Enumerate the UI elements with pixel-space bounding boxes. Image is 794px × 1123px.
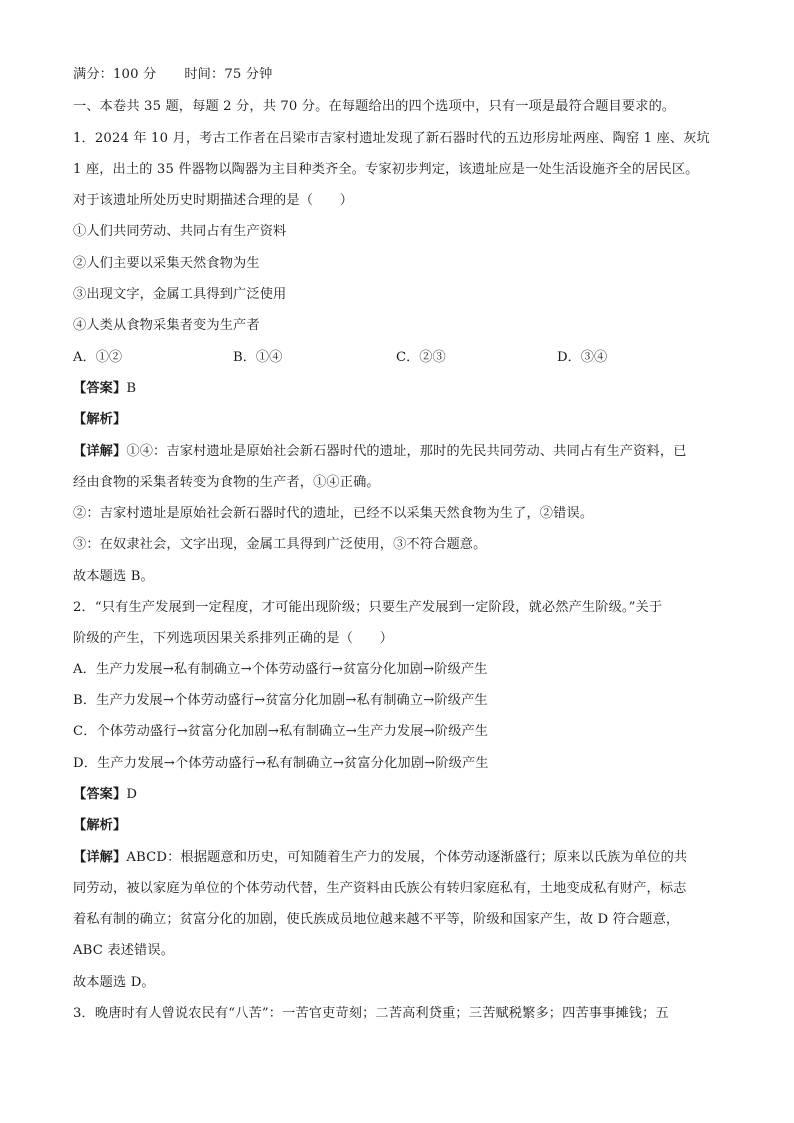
answer-tag: 【答案】 bbox=[73, 787, 127, 802]
analysis-tag: 【解析】 bbox=[73, 818, 127, 833]
q1-statement: ③出现文字，金属工具得到广泛使用 bbox=[73, 287, 287, 302]
q1-detail-line: 经由食物的采集者转变为食物的生产者，①④正确。 bbox=[73, 475, 380, 490]
q2-option-b: B．生产力发展→个体劳动盛行→贫富分化加剧→私有制确立→阶级产生 bbox=[73, 693, 488, 708]
time-text: 时间：75 分钟 bbox=[184, 67, 273, 82]
answer-value: D bbox=[126, 787, 138, 802]
section-intro: 一、本卷共 35 题，每题 2 分，共 70 分。在每题给出的四个选项中，只有一项是最符合题目要求的。 bbox=[73, 99, 676, 114]
q2-conclusion: 故本题选 D。 bbox=[73, 975, 155, 990]
q1-statement: ②人们主要以采集天然食物为生 bbox=[73, 256, 260, 271]
q1-statement: ④人类从食物采集者变为生产者 bbox=[73, 318, 260, 333]
q1-option-d: D．③④ bbox=[557, 350, 608, 365]
q1-stem-line: 对于该遗址所处历史时期描述合理的是（ ） bbox=[73, 193, 354, 208]
q1-detail-line: ③：在奴隶社会，文字出现，金属工具得到广泛使用，③不符合题意。 bbox=[73, 537, 487, 552]
q1-detail-line bbox=[73, 442, 687, 462]
analysis-tag: 【解析】 bbox=[73, 412, 127, 427]
q1-answer bbox=[73, 379, 136, 399]
q3-stem-line: 3．晚唐时有人曾说农民有“八苦”：一苦官吏苛刻；二苦高利贷重；三苦赋税繁多；四苦事事摊钱；五 bbox=[73, 1006, 669, 1021]
q1-statement: ①人们共同劳动、共同占有生产资料 bbox=[73, 224, 287, 239]
q2-analysis-heading bbox=[73, 816, 126, 836]
q1-analysis-heading bbox=[73, 410, 126, 430]
q2-stem-line: 阶级的产生，下列选项因果关系排列正确的是（ ） bbox=[73, 631, 394, 646]
score-text: 满分：100 分 bbox=[73, 67, 157, 82]
q1-conclusion: 故本题选 B。 bbox=[73, 569, 154, 584]
q1-stem-line: 1．2024 年 10 月，考古工作者在吕梁市吉家村遗址发现了新石器时代的五边形房址两座、陶窑 1 座、灰坑 bbox=[73, 131, 710, 146]
q2-detail-line: 着私有制的确立；贫富分化的加剧，使氏族成员地位越来越不平等，阶级和国家产生，故 D 符合题意， bbox=[73, 912, 680, 927]
q2-detail-line: 同劳动，被以家庭为单位的个体劳动代替，生产资料由氏族公有转归家庭私有，土地变成私有财产，标志 bbox=[73, 881, 687, 896]
q1-stem-line: 1 座，出土的 35 件器物以陶器为主目种类齐全。专家初步判定，该遗址应是一处生活设施齐全的居民区。 bbox=[73, 162, 699, 177]
q2-option-d: D．生产力发展→个体劳动盛行→私有制确立→贫富分化加剧→阶级产生 bbox=[73, 756, 489, 771]
detail-tag: 【详解】 bbox=[73, 444, 127, 459]
q2-stem-line: 2．“只有生产发展到一定程度，才可能出现阶级；只要生产发展到一定阶段，就必然产生阶级。”关于 bbox=[73, 600, 663, 615]
q2-option-a: A．生产力发展→私有制确立→个体劳动盛行→贫富分化加剧→阶级产生 bbox=[73, 662, 488, 677]
q1-detail-line: ②：吉家村遗址是原始社会新石器时代的遗址，已经不以采集天然食物为生了，②错误。 bbox=[73, 506, 594, 521]
detail-text: ①④：吉家村遗址是原始社会新石器时代的遗址，那时的先民共同劳动、共同占有生产资料，已 bbox=[126, 444, 687, 459]
q1-option-c: C．②③ bbox=[396, 350, 446, 365]
q1-option-a: A．①② bbox=[73, 350, 123, 365]
q2-detail-line: ABC 表述错误。 bbox=[73, 943, 175, 958]
answer-value: B bbox=[126, 381, 137, 396]
answer-tag: 【答案】 bbox=[73, 381, 127, 396]
q1-option-b: B．①④ bbox=[233, 350, 283, 365]
detail-text: ABCD：根据题意和历史，可知随着生产力的发展，个体劳动逐渐盛行；原来以氏族为单位的共 bbox=[126, 850, 688, 865]
q2-answer bbox=[73, 785, 137, 805]
detail-tag: 【详解】 bbox=[73, 850, 127, 865]
q2-detail-line bbox=[73, 848, 687, 868]
q2-option-c: C．个体劳动盛行→贫富分化加剧→私有制确立→生产力发展→阶级产生 bbox=[73, 724, 489, 739]
exam-header bbox=[73, 65, 272, 85]
